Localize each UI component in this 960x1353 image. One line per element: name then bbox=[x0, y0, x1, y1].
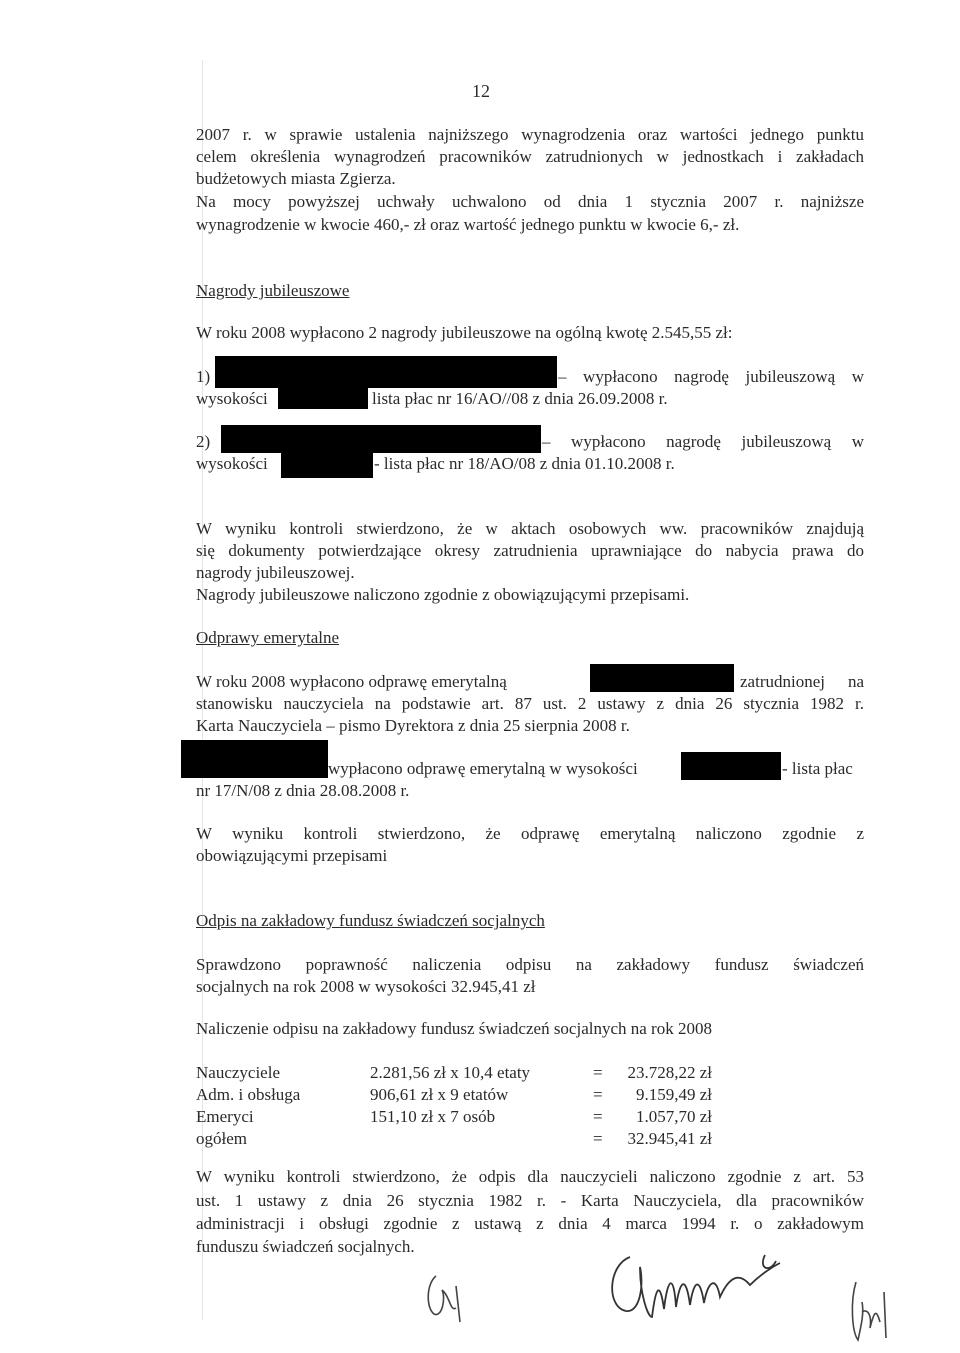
row-equals: = bbox=[593, 1107, 603, 1126]
retirement-heading: Odprawy emerytalne bbox=[196, 628, 340, 647]
jubilee-heading: Nagrody jubileuszowe bbox=[196, 281, 350, 300]
jubilee-item-2-amount-label: wysokości bbox=[196, 454, 268, 473]
retirement-p1-line-2: stanowisku nauczyciela na podstawie art. 87 ust. 2 ustawy z dnia 26 stycznia 1982 r. bbox=[196, 694, 864, 713]
intro-line-1: 2007 r. w sprawie ustalenia najniższego wynagrodzenia oraz wartości jednego punktu bbox=[196, 125, 864, 144]
handwritten-signature bbox=[600, 1245, 790, 1330]
row-formula: 2.281,56 zł x 10,4 etaty bbox=[370, 1063, 531, 1082]
retirement-finding-line-2: obowiązującymi przepisami bbox=[196, 846, 388, 865]
handwritten-initials bbox=[842, 1272, 902, 1347]
retirement-finding-line-1: W wyniku kontroli stwierdzono, że odprawę emerytalną naliczono zgodnie z bbox=[196, 824, 864, 843]
row-label: Nauczyciele bbox=[196, 1063, 280, 1082]
fund-finding-line-2: ust. 1 ustawy z dnia 26 stycznia 1982 r. - Karta Nauczyciela, dla pracowników bbox=[196, 1191, 864, 1210]
intro-line-2: celem określenia wynagrodzeń pracowników zatrudnionych w jednostkach i zakładach bbox=[196, 147, 864, 166]
row-formula: 151,10 zł x 7 osób bbox=[370, 1107, 496, 1126]
jubilee-item-2-payroll: - lista płac nr 18/AO/08 z dnia 01.10.2008 r. bbox=[374, 454, 675, 473]
jubilee-finding-line-2: się dokumenty potwierdzające okresy zatrudnienia uprawniające do nabycia prawa do bbox=[196, 541, 864, 560]
intro-line-3: budżetowych miasta Zgierza. bbox=[196, 169, 396, 188]
intro-line-5: wynagrodzenie w kwocie 460,- zł oraz wartość jednego punktu w kwocie 6,- zł. bbox=[196, 215, 740, 234]
row-result: 32.945,41 zł bbox=[627, 1129, 712, 1148]
intro-line-4: Na mocy powyższej uchwały uchwalono od dnia 1 stycznia 2007 r. najniższe bbox=[196, 192, 864, 211]
redaction-box bbox=[181, 740, 328, 778]
handwritten-initials bbox=[420, 1268, 470, 1328]
jubilee-item-1-number: 1) bbox=[196, 367, 211, 386]
row-equals: = bbox=[593, 1063, 603, 1082]
fund-p1-line-1: Sprawdzono poprawność naliczenia odpisu na zakładowy fundusz świadczeń bbox=[196, 955, 864, 974]
jubilee-item-1-text: – wypłacono nagrodę jubileuszową w bbox=[558, 367, 864, 386]
jubilee-finding-line-4: Nagrody jubileuszowe naliczono zgodnie z obowiązującymi przepisami. bbox=[196, 585, 690, 604]
redaction-box bbox=[215, 356, 557, 388]
jubilee-item-2-number: 2) bbox=[196, 432, 211, 451]
jubilee-summary: W roku 2008 wypłacono 2 nagrody jubileuszowe na ogólną kwotę 2.545,55 zł: bbox=[196, 323, 733, 342]
jubilee-finding-line-3: nagrody jubileuszowej. bbox=[196, 563, 355, 582]
jubilee-item-1-payroll: lista płac nr 16/AO//08 z dnia 26.09.2008 r. bbox=[372, 389, 668, 408]
fund-heading: Odpis na zakładowy fundusz świadczeń socjalnych bbox=[196, 911, 545, 930]
jubilee-item-1-amount-label: wysokości bbox=[196, 389, 268, 408]
jubilee-item-2-text: – wypłacono nagrodę jubileuszową w bbox=[542, 432, 864, 451]
redaction-box bbox=[681, 752, 781, 780]
row-result: 1.057,70 zł bbox=[635, 1107, 712, 1126]
row-result: 23.728,22 zł bbox=[627, 1063, 712, 1082]
redaction-box bbox=[278, 387, 368, 409]
row-equals: = bbox=[593, 1085, 603, 1104]
retirement-p2-line-2: nr 17/N/08 z dnia 28.08.2008 r. bbox=[196, 781, 410, 800]
fund-calc-title: Naliczenie odpisu na zakładowy fundusz świadczeń socjalnych na rok 2008 bbox=[196, 1019, 712, 1038]
fund-finding-line-3: administracji i obsługi zgodnie z ustawą z dnia 4 marca 1994 r. o zakładowym bbox=[196, 1214, 864, 1233]
retirement-p2-start: wypłacono odprawę emerytalną w wysokości bbox=[328, 759, 638, 778]
redaction-box bbox=[221, 425, 541, 453]
row-equals: = bbox=[593, 1129, 603, 1148]
retirement-p1-end: zatrudnionej na bbox=[740, 672, 864, 691]
redaction-box bbox=[281, 452, 373, 478]
fund-finding-line-4: funduszu świadczeń socjalnych. bbox=[196, 1237, 415, 1256]
row-label: ogółem bbox=[196, 1129, 247, 1148]
retirement-p1-line-3: Karta Nauczyciela – pismo Dyrektora z dnia 25 sierpnia 2008 r. bbox=[196, 716, 630, 735]
fund-finding-line-1: W wyniku kontroli stwierdzono, że odpis dla nauczycieli naliczono zgodnie z art. 53 bbox=[196, 1167, 864, 1186]
row-label: Adm. i obsługa bbox=[196, 1085, 301, 1104]
retirement-p2-end: - lista płac bbox=[782, 759, 853, 778]
jubilee-finding-line-1: W wyniku kontroli stwierdzono, że w aktach osobowych ww. pracowników znajdują bbox=[196, 519, 864, 538]
retirement-p1-start: W roku 2008 wypłacono odprawę emerytalną bbox=[196, 672, 507, 691]
fund-p1-line-2: socjalnych na rok 2008 w wysokości 32.945,41 zł bbox=[196, 977, 536, 996]
row-label: Emeryci bbox=[196, 1107, 254, 1126]
page-number: 12 bbox=[472, 81, 490, 101]
row-formula: 906,61 zł x 9 etatów bbox=[370, 1085, 509, 1104]
row-result: 9.159,49 zł bbox=[635, 1085, 712, 1104]
redaction-box bbox=[590, 664, 734, 692]
